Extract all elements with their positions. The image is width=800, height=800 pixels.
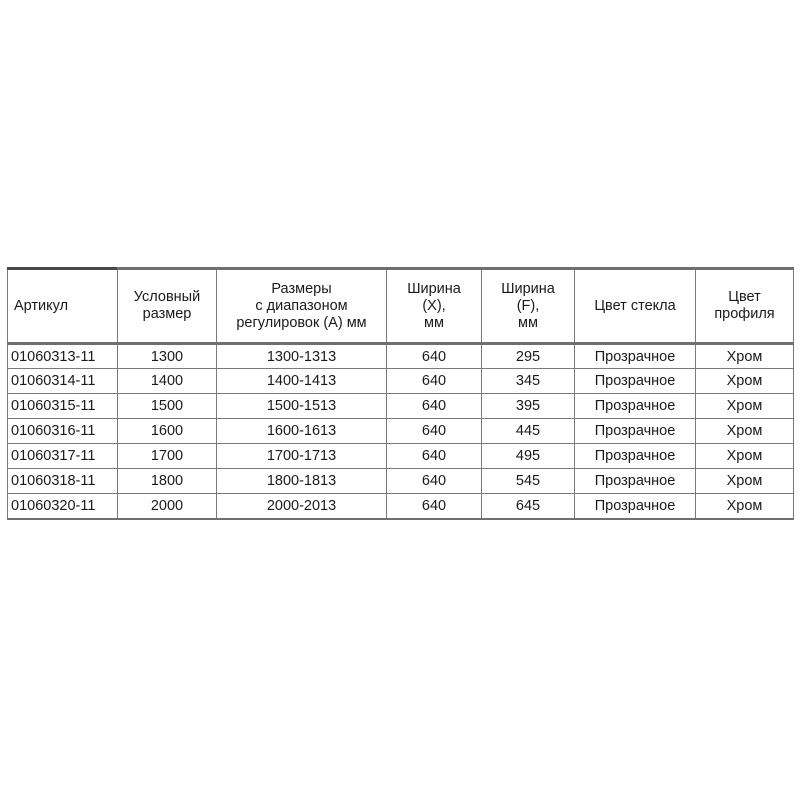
table-header xyxy=(8,269,794,344)
header-glass-color: Цвет стекла xyxy=(575,269,696,344)
cell-nominal-size: 1400 xyxy=(118,369,217,394)
cell-glass-color: Прозрачное xyxy=(575,369,696,394)
cell-profile-color: Хром xyxy=(696,344,794,369)
cell-nominal-size: 1800 xyxy=(118,469,217,494)
table-row xyxy=(8,344,794,369)
cell-width-f: 295 xyxy=(482,344,575,369)
cell-width-f: 395 xyxy=(482,394,575,419)
cell-glass-color: Прозрачное xyxy=(575,419,696,444)
table-row xyxy=(8,369,794,394)
cell-nominal-size: 1700 xyxy=(118,444,217,469)
cell-size-range: 1400-1413 xyxy=(217,369,387,394)
cell-size-range: 1800-1813 xyxy=(217,469,387,494)
table-row xyxy=(8,419,794,444)
cell-glass-color: Прозрачное xyxy=(575,469,696,494)
cell-width-x: 640 xyxy=(387,494,482,519)
header-width-x: Ширина (X), мм xyxy=(387,269,482,344)
cell-width-x: 640 xyxy=(387,444,482,469)
header-size-range: Размеры с диапазоном регулировок (А) мм xyxy=(217,269,387,344)
cell-glass-color: Прозрачное xyxy=(575,444,696,469)
cell-width-x: 640 xyxy=(387,419,482,444)
header-article: Артикул xyxy=(8,269,118,344)
cell-nominal-size: 1300 xyxy=(118,344,217,369)
cell-profile-color: Хром xyxy=(696,444,794,469)
cell-glass-color: Прозрачное xyxy=(575,494,696,519)
table-row xyxy=(8,494,794,519)
cell-profile-color: Хром xyxy=(696,494,794,519)
cell-glass-color: Прозрачное xyxy=(575,344,696,369)
header-nominal-size: Условный размер xyxy=(118,269,217,344)
cell-profile-color: Хром xyxy=(696,369,794,394)
cell-width-x: 640 xyxy=(387,344,482,369)
cell-size-range: 1600-1613 xyxy=(217,419,387,444)
cell-width-f: 645 xyxy=(482,494,575,519)
cell-width-x: 640 xyxy=(387,369,482,394)
product-spec-table-container xyxy=(7,267,793,520)
header-width-f: Ширина (F), мм xyxy=(482,269,575,344)
cell-size-range: 2000-2013 xyxy=(217,494,387,519)
cell-article: 01060318-11 xyxy=(8,469,118,494)
cell-size-range: 1700-1713 xyxy=(217,444,387,469)
cell-width-x: 640 xyxy=(387,394,482,419)
table-body xyxy=(8,344,794,519)
cell-width-x: 640 xyxy=(387,469,482,494)
cell-width-f: 495 xyxy=(482,444,575,469)
cell-nominal-size: 1600 xyxy=(118,419,217,444)
cell-profile-color: Хром xyxy=(696,419,794,444)
cell-glass-color: Прозрачное xyxy=(575,394,696,419)
table-row xyxy=(8,469,794,494)
cell-article: 01060317-11 xyxy=(8,444,118,469)
cell-nominal-size: 1500 xyxy=(118,394,217,419)
cell-article: 01060320-11 xyxy=(8,494,118,519)
header-row xyxy=(8,269,794,344)
cell-profile-color: Хром xyxy=(696,394,794,419)
table-row xyxy=(8,444,794,469)
cell-article: 01060314-11 xyxy=(8,369,118,394)
table-row xyxy=(8,394,794,419)
cell-article: 01060313-11 xyxy=(8,344,118,369)
cell-article: 01060315-11 xyxy=(8,394,118,419)
cell-width-f: 345 xyxy=(482,369,575,394)
product-spec-table xyxy=(7,267,794,520)
cell-size-range: 1500-1513 xyxy=(217,394,387,419)
cell-width-f: 545 xyxy=(482,469,575,494)
cell-profile-color: Хром xyxy=(696,469,794,494)
header-profile-color: Цвет профиля xyxy=(696,269,794,344)
cell-article: 01060316-11 xyxy=(8,419,118,444)
cell-size-range: 1300-1313 xyxy=(217,344,387,369)
cell-width-f: 445 xyxy=(482,419,575,444)
cell-nominal-size: 2000 xyxy=(118,494,217,519)
